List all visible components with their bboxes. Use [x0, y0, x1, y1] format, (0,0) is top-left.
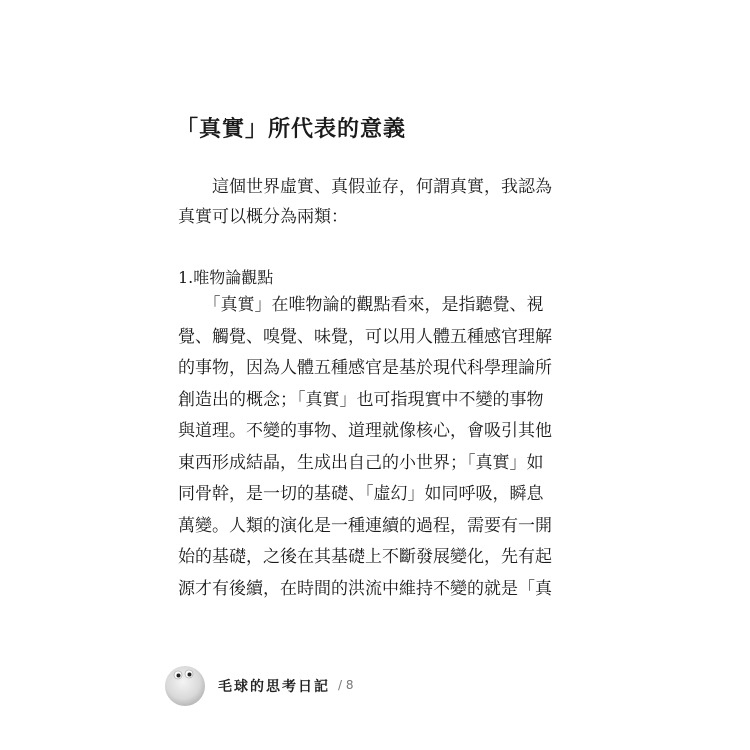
body-line: 同骨幹，是一切的基礎、「虛幻」如同呼吸，瞬息 — [178, 484, 544, 504]
body-line: 創造出的概念；「真實」也可指現實中不變的事物 — [178, 389, 544, 410]
intro-line: 這個世界虛實、真假並存，何謂真實，我認為 — [178, 177, 552, 197]
body-line: 始的基礎，之後在其基礎上不斷發展變化，先有起 — [178, 547, 552, 567]
fluffball-mascot-icon — [162, 662, 208, 708]
section-body — [178, 290, 578, 605]
body-line: 的事物，因為人體五種感官是基於現代科學理論所 — [178, 358, 552, 378]
body-line: 「真實」在唯物論的觀點看來，是指聽覺、視 — [178, 295, 544, 315]
page-heading: 「真實」所代表的意義 — [176, 116, 407, 142]
intro-paragraph — [178, 172, 578, 232]
body-line: 萬變。人類的演化是一種連續的過程，需要有一開 — [178, 515, 552, 536]
body-line: 東西形成結晶，生成出自己的小世界；「真實」如 — [178, 452, 544, 473]
body-line: 與道理。不變的事物、道理就像核心，會吸引其他 — [178, 421, 552, 441]
body-line: 源才有後續，在時間的洪流中維持不變的就是「真 — [178, 578, 552, 599]
intro-line: 真實可以概分為兩類： — [178, 207, 348, 227]
section-title: 1.唯物論觀點 — [178, 268, 274, 287]
page-number: / 8 — [338, 678, 354, 692]
body-line: 覺、觸覺、嗅覺、味覺，可以用人體五種感官理解 — [178, 326, 552, 347]
book-title: 毛球的思考日記 — [218, 679, 330, 695]
page-footer — [160, 660, 420, 714]
